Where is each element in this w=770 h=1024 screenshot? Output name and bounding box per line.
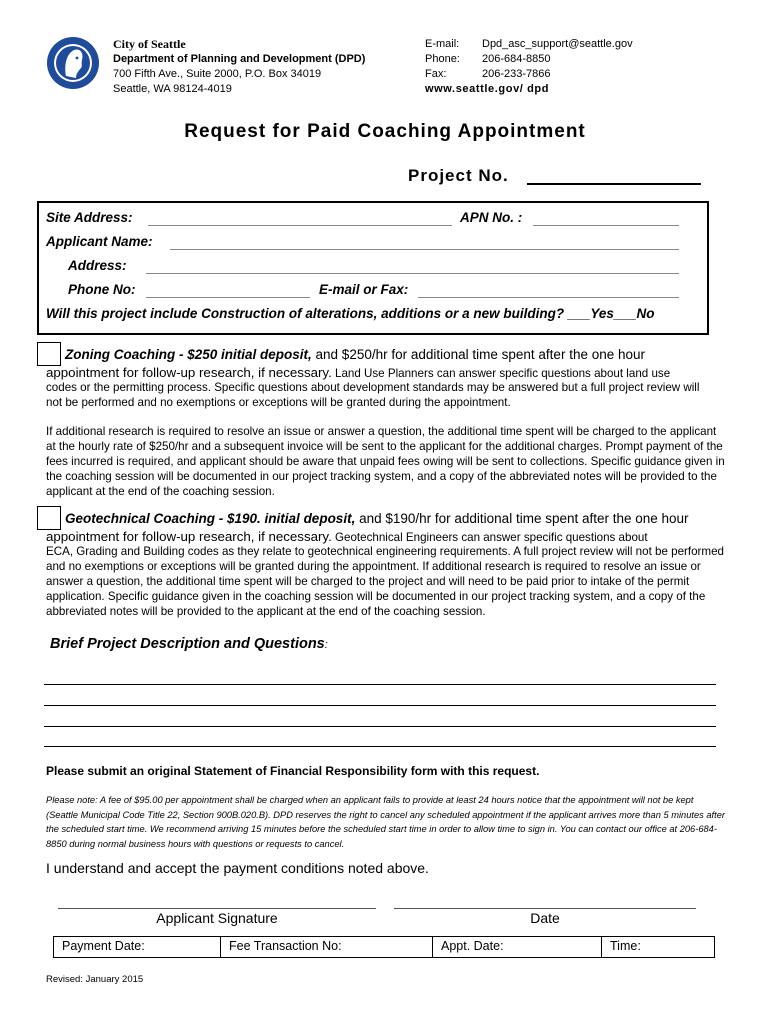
site-address-label: Site Address: <box>46 210 133 225</box>
brief-heading-text: Brief Project Description and Questions <box>50 636 325 652</box>
phone-label: Phone: <box>425 53 460 65</box>
description-line-4[interactable] <box>44 746 716 747</box>
applicant-name-field[interactable] <box>170 249 679 250</box>
signature-label: Applicant Signature <box>156 910 278 926</box>
phone-field[interactable] <box>146 297 310 298</box>
email-value[interactable]: Dpd_asc_support@seattle.gov <box>482 38 633 50</box>
address-line-1: 700 Fifth Ave., Suite 2000, P.O. Box 34019 <box>113 68 322 80</box>
brief-heading-colon: : <box>324 639 328 651</box>
brief-description-heading <box>50 636 328 652</box>
geotech-heading-rest: and $190/hr for additional time spent after the one hour <box>355 511 689 526</box>
description-line-3[interactable] <box>44 726 716 727</box>
phone-value: 206-684-8850 <box>482 53 551 65</box>
zoning-heading-title: Zoning Coaching - $250 initial deposit, <box>65 347 312 362</box>
geotechnical-checkbox[interactable] <box>37 506 61 530</box>
email-label: E-mail: <box>425 38 460 50</box>
date-label: Date <box>530 910 560 926</box>
zoning-heading-rest: and $250/hr for additional time spent after the one hour <box>311 347 646 362</box>
zoning-line-2b: Land Use Planners can answer specific questions about land use <box>331 367 671 380</box>
fax-value: 206-233-7866 <box>482 68 551 80</box>
department-name: Department of Planning and Development (DPD) <box>113 53 366 65</box>
date-line[interactable] <box>394 908 696 909</box>
appt-date-cell[interactable]: Appt. Date: <box>433 937 602 957</box>
zoning-line-2a: appointment for follow-up research, if necessary. <box>46 365 332 380</box>
city-name: City of Seattle <box>113 37 186 51</box>
contact-values <box>482 37 633 82</box>
geotech-line-2a: appointment for follow-up research, if necessary. <box>46 529 332 544</box>
zoning-checkbox[interactable] <box>37 342 61 366</box>
payment-date-cell[interactable]: Payment Date: <box>54 937 221 957</box>
project-number-field[interactable] <box>527 183 701 185</box>
office-use-table <box>53 936 715 958</box>
geotech-heading <box>65 511 689 526</box>
address-label: Address: <box>68 258 127 273</box>
apn-field[interactable] <box>533 225 679 226</box>
contact-labels <box>425 37 460 82</box>
email-fax-label: E-mail or Fax: <box>319 282 409 297</box>
applicant-name-label: Applicant Name: <box>46 234 153 249</box>
geotech-heading-title: Geotechnical Coaching - $190. initial deposit, <box>65 511 356 526</box>
city-seal-logo <box>46 36 100 90</box>
address-line-2: Seattle, WA 98124-4019 <box>113 83 232 95</box>
zoning-body-2: If additional research is required to resolve an issue or answer a question, the additional time spent will be charged to the applicant at the hourly rate of $250/hr and a subsequent invoice will be sent to the applicant for the additional charges. Prompt payment of the fees incurred is required, and applicant should be aware that unpaid fees owing will be sent to collections. Specific guidance given in the coaching session will be documented in our project tracking system, and a copy of the abbreviated notes will be provided to the applicant at the end of the coaching session. <box>46 425 725 498</box>
project-number-label: Project No. <box>408 166 509 185</box>
time-cell[interactable]: Time: <box>610 939 641 953</box>
page-title: Request for Paid Coaching Appointment <box>184 121 586 142</box>
fee-transaction-cell[interactable]: Fee Transaction No: <box>221 937 433 957</box>
description-line-1[interactable] <box>44 684 716 685</box>
fax-label: Fax: <box>425 68 447 80</box>
geotech-body: ECA, Grading and Building codes as they relate to geotechnical engineering requirements. A full project review will not be performed and no exemptions or exceptions will be granted during the appointment. If additional research is required to resolve an issue or answer a question, the additional time spent will be charged to the project and will need to be paid prior to intake of the permit application. Specific guidance given in the coaching session will be documented in our project tracking system, and a copy of the abbreviated notes will be provided to the applicant at the end of the coaching session. <box>46 545 724 618</box>
fee-note: Please note: A fee of $95.00 per appointment shall be charged when an applicant fails to provide at least 24 hours notice that the appointment will not be kept (Seattle Municipal Code Title 22, Section 900B.020.B). DPD reserves the right to cancel any scheduled appointment if the applicant arrives more than 5 minutes after the scheduled start time. We recommend arriving 15 minutes before the scheduled start time in order to allow time to sign in. You can contact our office at 206-684-8850 during normal business hours with questions or requests to cancel. <box>46 795 725 849</box>
site-address-field[interactable] <box>148 225 452 226</box>
signature-line[interactable] <box>58 908 376 909</box>
address-field[interactable] <box>146 273 679 274</box>
revised-date: Revised: January 2015 <box>46 974 144 985</box>
accept-statement: I understand and accept the payment conditions noted above. <box>46 860 429 876</box>
apn-label: APN No. : <box>460 210 523 225</box>
geotech-line-2b: Geotechnical Engineers can answer specific questions about <box>331 531 648 544</box>
construction-question: Will this project include Construction of alterations, additions or a new building? ___Yes___No <box>46 306 655 321</box>
website-link[interactable]: www.seattle.gov/ dpd <box>425 83 550 95</box>
zoning-heading <box>65 347 645 362</box>
description-line-2[interactable] <box>44 705 716 706</box>
phone-label-field: Phone No: <box>68 282 136 297</box>
submit-note: Please submit an original Statement of Financial Responsibility form with this request. <box>46 764 540 778</box>
zoning-body: codes or the permitting process. Specific questions about development standards may be answered but a full project review will not be performed and no exemptions or exceptions will be granted during the appointment. <box>46 381 700 409</box>
email-fax-field[interactable] <box>418 297 679 298</box>
